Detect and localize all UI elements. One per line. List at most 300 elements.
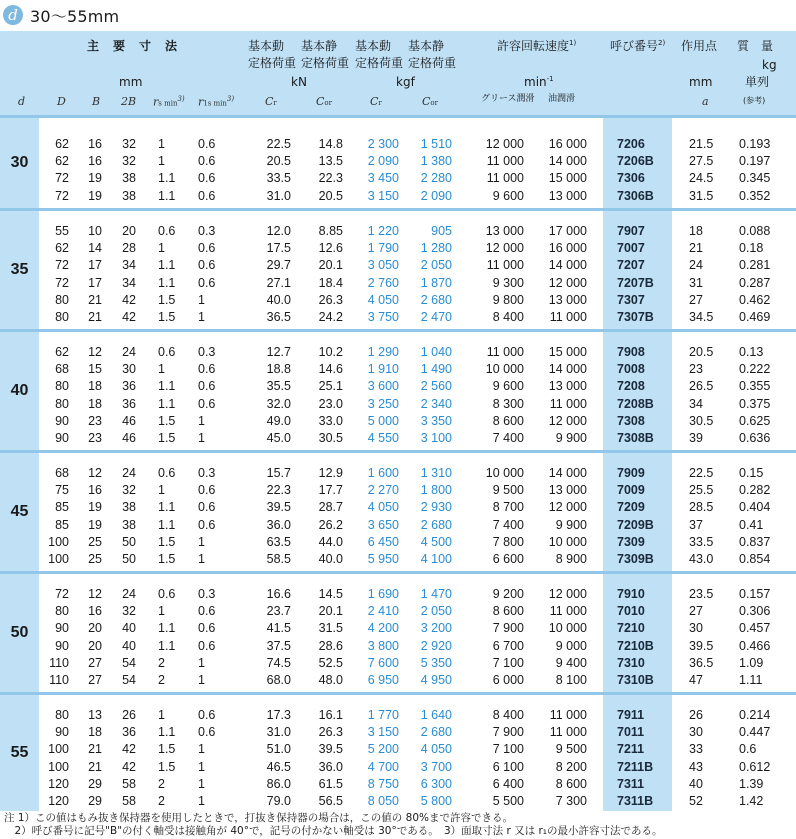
cell-load-point: 24 bbox=[689, 258, 703, 273]
cell-speed-grease: 9 300 bbox=[492, 275, 524, 290]
cell-chamfer-r: 1 bbox=[158, 362, 165, 377]
cell-load-point: 34 bbox=[689, 396, 703, 411]
cell-chamfer-r1: 0.6 bbox=[198, 362, 216, 377]
table-row bbox=[0, 361, 796, 378]
cell-speed-oil: 9 400 bbox=[555, 655, 587, 670]
footnotes bbox=[4, 812, 663, 838]
cell-chamfer-r: 1.1 bbox=[158, 171, 176, 186]
cell-dynamic-load-kgf: 4 050 bbox=[367, 500, 399, 515]
bore-group-label: 30 bbox=[0, 118, 39, 208]
cell-static-load-kN: 23.0 bbox=[318, 396, 343, 411]
cell-chamfer-r: 1.1 bbox=[158, 638, 176, 653]
cell-speed-oil: 10 000 bbox=[548, 534, 587, 549]
cell-width: 16 bbox=[88, 154, 102, 169]
cell-dynamic-load-kN: 12.7 bbox=[266, 345, 291, 359]
cell-dynamic-load-kN: 39.5 bbox=[266, 500, 291, 515]
cell-chamfer-r: 1 bbox=[158, 708, 165, 722]
table-row bbox=[0, 638, 796, 655]
cell-dynamic-load-kN: 29.7 bbox=[266, 258, 291, 273]
cell-static-load-kN: 25.1 bbox=[318, 379, 343, 394]
cell-dynamic-load-kgf: 1 600 bbox=[367, 466, 399, 480]
cell-speed-grease: 6 600 bbox=[492, 552, 524, 566]
cell-chamfer-r: 1.5 bbox=[158, 742, 176, 757]
cell-width: 23 bbox=[88, 413, 102, 428]
cell-static-load-kgf: 1 380 bbox=[420, 154, 452, 169]
cell-width: 19 bbox=[88, 517, 102, 532]
cell-chamfer-r: 1.1 bbox=[158, 379, 176, 394]
cell-static-load-kgf: 1 310 bbox=[420, 466, 452, 480]
cell-mass: 0.6 bbox=[739, 742, 757, 757]
cell-static-load-kgf: 2 680 bbox=[420, 292, 452, 307]
cell-speed-oil: 13 000 bbox=[548, 483, 587, 498]
cell-static-load-kN: 28.6 bbox=[318, 638, 343, 653]
cell-mass: 0.197 bbox=[739, 154, 771, 169]
cell-dynamic-load-kgf: 5 200 bbox=[367, 742, 399, 757]
cell-pair-width: 38 bbox=[122, 188, 136, 203]
cell-mass: 0.345 bbox=[739, 171, 771, 186]
cell-chamfer-r: 1.1 bbox=[158, 396, 176, 411]
cell-dynamic-load-kN: 35.5 bbox=[266, 379, 291, 394]
cell-chamfer-r1: 0.6 bbox=[198, 483, 216, 498]
cell-designation: 7307B bbox=[617, 310, 654, 324]
cell-static-load-kgf: 4 050 bbox=[420, 742, 452, 757]
table-row bbox=[0, 672, 796, 689]
cell-dynamic-load-kN: 86.0 bbox=[266, 776, 291, 791]
cell-load-point: 39 bbox=[689, 431, 703, 445]
cell-outer-diameter: 80 bbox=[55, 310, 69, 324]
cell-speed-oil: 9 900 bbox=[555, 517, 587, 532]
cell-designation: 7911 bbox=[617, 708, 645, 722]
cell-mass: 0.222 bbox=[739, 362, 771, 377]
cell-chamfer-r1: 1 bbox=[198, 534, 205, 549]
cell-mass: 0.214 bbox=[739, 708, 771, 722]
cell-designation: 7309 bbox=[617, 534, 645, 549]
cell-designation: 7209 bbox=[617, 500, 645, 515]
cell-outer-diameter: 80 bbox=[55, 292, 69, 307]
cell-load-point: 22.5 bbox=[689, 466, 714, 480]
header-reference: (参考) bbox=[743, 96, 766, 105]
cell-width: 18 bbox=[88, 725, 102, 740]
cell-pair-width: 42 bbox=[122, 310, 136, 324]
cell-speed-oil: 12 000 bbox=[548, 413, 587, 428]
table-row bbox=[0, 170, 796, 187]
table-row bbox=[0, 275, 796, 292]
table-row bbox=[0, 257, 796, 274]
cell-designation: 7307 bbox=[617, 292, 645, 307]
cell-load-point: 43.0 bbox=[689, 552, 714, 566]
cell-mass: 0.13 bbox=[739, 345, 764, 359]
cell-chamfer-r: 2 bbox=[158, 655, 165, 670]
cell-speed-oil: 11 000 bbox=[549, 310, 587, 324]
cell-chamfer-r: 1.1 bbox=[158, 725, 176, 740]
cell-outer-diameter: 72 bbox=[55, 587, 69, 601]
header-unit-kgf: kgf bbox=[396, 75, 415, 89]
cell-dynamic-load-kN: 49.0 bbox=[266, 413, 291, 428]
cell-mass: 0.193 bbox=[739, 137, 771, 151]
cell-speed-oil: 14 000 bbox=[548, 258, 587, 273]
cell-chamfer-r1: 0.6 bbox=[198, 500, 216, 515]
cell-designation: 7306B bbox=[617, 188, 654, 203]
cell-static-load-kN: 18.4 bbox=[318, 275, 343, 290]
cell-dynamic-load-kgf: 1 290 bbox=[367, 345, 399, 359]
cell-dynamic-load-kgf: 2 300 bbox=[367, 137, 399, 151]
cell-static-load-kN: 12.9 bbox=[318, 466, 343, 480]
table-row bbox=[0, 534, 796, 551]
cell-speed-grease: 7 100 bbox=[492, 655, 524, 670]
cell-outer-diameter: 62 bbox=[55, 137, 69, 151]
cell-load-point: 31.5 bbox=[689, 188, 714, 203]
cell-width: 20 bbox=[88, 621, 102, 636]
cell-load-point: 52 bbox=[689, 794, 703, 808]
header-basic-static: 基本静 bbox=[301, 39, 338, 53]
cell-speed-grease: 7 900 bbox=[492, 621, 524, 636]
cell-load-point: 34.5 bbox=[689, 310, 714, 324]
cell-designation: 7011 bbox=[617, 725, 645, 740]
cell-outer-diameter: 120 bbox=[48, 776, 69, 791]
cell-dynamic-load-kN: 31.0 bbox=[266, 725, 291, 740]
cell-static-load-kgf: 1 870 bbox=[420, 275, 452, 290]
cell-speed-grease: 7 400 bbox=[492, 517, 524, 532]
cell-designation: 7208 bbox=[617, 379, 645, 394]
header-symbol-B: B bbox=[92, 95, 101, 108]
cell-dynamic-load-kgf: 3 050 bbox=[367, 258, 399, 273]
table-row bbox=[0, 793, 796, 810]
cell-speed-grease: 8 400 bbox=[492, 310, 524, 324]
cell-designation: 7910 bbox=[617, 587, 645, 601]
cell-chamfer-r1: 1 bbox=[198, 292, 205, 307]
cell-dynamic-load-kN: 17.3 bbox=[266, 708, 291, 722]
cell-mass: 0.469 bbox=[739, 310, 771, 324]
cell-dynamic-load-kN: 22.3 bbox=[266, 483, 291, 498]
cell-pair-width: 32 bbox=[122, 137, 136, 151]
table-row bbox=[0, 378, 796, 395]
cell-dynamic-load-kgf: 3 650 bbox=[367, 517, 399, 532]
cell-outer-diameter: 90 bbox=[55, 621, 69, 636]
cell-width: 23 bbox=[88, 431, 102, 445]
cell-speed-grease: 6 400 bbox=[492, 776, 524, 791]
cell-pair-width: 28 bbox=[122, 241, 136, 256]
cell-static-load-kN: 26.2 bbox=[318, 517, 343, 532]
table-row bbox=[0, 499, 796, 516]
table-row bbox=[0, 309, 796, 326]
cell-pair-width: 54 bbox=[122, 673, 136, 687]
cell-chamfer-r1: 0.3 bbox=[198, 224, 216, 238]
cell-static-load-kgf: 2 280 bbox=[420, 171, 452, 186]
cell-static-load-kgf: 2 920 bbox=[420, 638, 452, 653]
cell-static-load-kN: 48.0 bbox=[318, 673, 343, 687]
header-mass: 質 量 bbox=[737, 39, 774, 53]
table-row bbox=[0, 344, 796, 361]
cell-mass: 0.625 bbox=[739, 413, 771, 428]
cell-load-point: 27 bbox=[689, 604, 703, 619]
cell-speed-oil: 8 900 bbox=[555, 552, 587, 566]
cell-width: 19 bbox=[88, 500, 102, 515]
cell-mass: 0.457 bbox=[739, 621, 771, 636]
cell-outer-diameter: 55 bbox=[55, 224, 69, 238]
cell-speed-grease: 11 000 bbox=[486, 345, 524, 359]
cell-dynamic-load-kgf: 3 150 bbox=[367, 725, 399, 740]
cell-pair-width: 36 bbox=[122, 379, 136, 394]
header-dynamic-rated-load: 定格荷重 bbox=[248, 56, 297, 70]
cell-outer-diameter: 100 bbox=[48, 552, 69, 566]
cell-dynamic-load-kN: 51.0 bbox=[266, 742, 291, 757]
cell-speed-oil: 8 200 bbox=[555, 759, 587, 774]
cell-width: 13 bbox=[88, 708, 102, 722]
cell-chamfer-r1: 0.6 bbox=[198, 604, 216, 619]
cell-dynamic-load-kN: 46.5 bbox=[266, 759, 291, 774]
cell-chamfer-r1: 1 bbox=[198, 431, 205, 445]
header-unit-min: $\min^{-1}$ bbox=[524, 75, 554, 89]
cell-static-load-kgf: 1 470 bbox=[420, 587, 452, 601]
table-row bbox=[0, 396, 796, 413]
cell-load-point: 23.5 bbox=[689, 587, 714, 601]
group-separator bbox=[0, 329, 796, 332]
cell-speed-grease: 9 600 bbox=[492, 379, 524, 394]
cell-chamfer-r1: 0.6 bbox=[198, 379, 216, 394]
cell-chamfer-r: 1.5 bbox=[158, 413, 176, 428]
header-symbol-Cr-kN: Cr bbox=[265, 95, 277, 108]
table-row bbox=[0, 620, 796, 637]
cell-mass: 0.287 bbox=[739, 275, 771, 290]
cell-designation: 7211 bbox=[617, 742, 645, 757]
table-row bbox=[0, 482, 796, 499]
cell-speed-oil: 13 000 bbox=[548, 188, 587, 203]
cell-mass: 0.636 bbox=[739, 431, 771, 445]
cell-load-point: 36.5 bbox=[689, 655, 714, 670]
bore-diameter-symbol: d bbox=[3, 5, 23, 25]
cell-width: 15 bbox=[88, 362, 102, 377]
cell-pair-width: 50 bbox=[122, 534, 136, 549]
table-row bbox=[0, 759, 796, 776]
cell-chamfer-r: 0.6 bbox=[158, 466, 176, 480]
cell-speed-grease: 11 000 bbox=[486, 258, 524, 273]
cell-dynamic-load-kgf: 1 790 bbox=[367, 241, 399, 256]
cell-speed-grease: 10 000 bbox=[485, 362, 524, 377]
cell-chamfer-r1: 0.6 bbox=[198, 258, 216, 273]
cell-chamfer-r: 1 bbox=[158, 483, 165, 498]
cell-dynamic-load-kN: 36.5 bbox=[266, 310, 291, 324]
cell-pair-width: 32 bbox=[122, 154, 136, 169]
cell-static-load-kgf: 2 680 bbox=[420, 517, 452, 532]
cell-static-load-kgf: 2 930 bbox=[420, 500, 452, 515]
cell-outer-diameter: 80 bbox=[55, 379, 69, 394]
cell-chamfer-r: 1.1 bbox=[158, 621, 176, 636]
cell-speed-oil: 12 000 bbox=[548, 587, 587, 601]
cell-chamfer-r1: 0.6 bbox=[198, 396, 216, 411]
cell-speed-grease: 6 700 bbox=[492, 638, 524, 653]
cell-pair-width: 46 bbox=[122, 413, 136, 428]
cell-mass: 0.466 bbox=[739, 638, 771, 653]
cell-dynamic-load-kN: 74.5 bbox=[266, 655, 291, 670]
cell-speed-oil: 11 000 bbox=[549, 604, 587, 619]
cell-dynamic-load-kgf: 3 250 bbox=[367, 396, 399, 411]
cell-static-load-kN: 26.3 bbox=[318, 725, 343, 740]
cell-dynamic-load-kN: 33.5 bbox=[266, 171, 291, 186]
cell-chamfer-r1: 0.6 bbox=[198, 517, 216, 532]
cell-static-load-kN: 56.5 bbox=[318, 794, 343, 808]
cell-pair-width: 36 bbox=[122, 725, 136, 740]
header-symbol-D: D bbox=[57, 95, 66, 108]
cell-static-load-kgf: 2 090 bbox=[420, 188, 452, 203]
cell-chamfer-r1: 0.6 bbox=[198, 621, 216, 636]
cell-chamfer-r: 1.1 bbox=[158, 188, 176, 203]
cell-static-load-kgf: 4 950 bbox=[420, 673, 452, 687]
cell-outer-diameter: 90 bbox=[55, 725, 69, 740]
bore-group-label: 55 bbox=[0, 695, 39, 811]
cell-static-load-kN: 28.7 bbox=[318, 500, 343, 515]
cell-load-point: 26 bbox=[689, 708, 703, 722]
cell-static-load-kN: 30.5 bbox=[318, 431, 343, 445]
cell-designation: 7308B bbox=[617, 431, 654, 445]
cell-static-load-kgf: 2 050 bbox=[420, 258, 452, 273]
cell-dynamic-load-kgf: 5 950 bbox=[367, 552, 399, 566]
bore-group-label: 45 bbox=[0, 453, 39, 571]
cell-speed-grease: 8 400 bbox=[492, 708, 524, 722]
cell-pair-width: 26 bbox=[122, 708, 136, 722]
cell-static-load-kgf: 3 100 bbox=[420, 431, 452, 445]
cell-pair-width: 24 bbox=[122, 345, 136, 359]
cell-speed-oil: 7 300 bbox=[555, 794, 587, 808]
cell-mass: 1.42 bbox=[739, 794, 764, 808]
cell-chamfer-r1: 1 bbox=[198, 310, 205, 324]
cell-dynamic-load-kgf: 4 700 bbox=[367, 759, 399, 774]
cell-dynamic-load-kN: 27.1 bbox=[266, 275, 291, 290]
cell-outer-diameter: 85 bbox=[55, 500, 69, 515]
cell-mass: 0.306 bbox=[739, 604, 771, 619]
cell-designation: 7210 bbox=[617, 621, 645, 636]
cell-speed-oil: 9 000 bbox=[555, 638, 587, 653]
cell-width: 21 bbox=[88, 310, 102, 324]
cell-chamfer-r1: 0.6 bbox=[198, 154, 216, 169]
header-symbol-Cor-kN: Cor bbox=[316, 95, 332, 108]
cell-static-load-kgf: 5 350 bbox=[420, 655, 452, 670]
cell-speed-grease: 7 400 bbox=[492, 431, 524, 445]
cell-mass: 1.39 bbox=[739, 776, 764, 791]
cell-chamfer-r1: 1 bbox=[198, 776, 205, 791]
cell-load-point: 39.5 bbox=[689, 638, 714, 653]
cell-dynamic-load-kgf: 5 000 bbox=[367, 413, 399, 428]
cell-dynamic-load-kgf: 3 800 bbox=[367, 638, 399, 653]
cell-pair-width: 38 bbox=[122, 500, 136, 515]
cell-dynamic-load-kN: 37.5 bbox=[266, 638, 291, 653]
bore-group-label: 35 bbox=[0, 211, 39, 329]
table-header bbox=[0, 31, 796, 115]
cell-dynamic-load-kgf: 3 600 bbox=[367, 379, 399, 394]
cell-speed-grease: 11 000 bbox=[486, 171, 524, 186]
header-static-rated-load: 定格荷重 bbox=[301, 56, 350, 70]
cell-speed-grease: 12 000 bbox=[485, 137, 524, 151]
table-row bbox=[0, 223, 796, 240]
cell-speed-grease: 10 000 bbox=[485, 466, 524, 480]
cell-designation: 7007 bbox=[617, 241, 645, 256]
cell-pair-width: 36 bbox=[122, 396, 136, 411]
header-symbol-Cr-kgf: Cr bbox=[370, 95, 382, 108]
cell-mass: 0.837 bbox=[739, 534, 771, 549]
group-separator bbox=[0, 571, 796, 574]
cell-dynamic-load-kgf: 7 600 bbox=[367, 655, 399, 670]
cell-speed-oil: 10 000 bbox=[548, 621, 587, 636]
cell-designation: 7309B bbox=[617, 552, 654, 566]
table-row bbox=[0, 430, 796, 447]
cell-static-load-kN: 10.2 bbox=[318, 345, 343, 359]
cell-pair-width: 46 bbox=[122, 431, 136, 445]
header-symbol-rs-min: rs $\min^{3)}$ bbox=[153, 95, 185, 109]
table-row bbox=[0, 517, 796, 534]
cell-chamfer-r: 2 bbox=[158, 794, 165, 808]
cell-pair-width: 42 bbox=[122, 292, 136, 307]
cell-outer-diameter: 80 bbox=[55, 708, 69, 722]
cell-speed-oil: 12 000 bbox=[548, 275, 587, 290]
cell-chamfer-r: 1 bbox=[158, 154, 165, 169]
cell-designation: 7909 bbox=[617, 466, 645, 480]
cell-dynamic-load-kN: 58.5 bbox=[266, 552, 291, 566]
cell-chamfer-r: 2 bbox=[158, 776, 165, 791]
cell-static-load-kgf: 3 350 bbox=[420, 413, 452, 428]
footnote-2-3: 2）呼び番号に記号"B"の付く軸受は接触角が 40°で，記号の付かない軸受は 30°である。 3）面取寸法 r 又は r₁の最小許容寸法である。 bbox=[4, 825, 663, 837]
cell-load-point: 30 bbox=[689, 621, 703, 636]
cell-dynamic-load-kgf: 3 150 bbox=[367, 188, 399, 203]
cell-width: 12 bbox=[88, 587, 102, 601]
cell-static-load-kN: 61.5 bbox=[318, 776, 343, 791]
cell-static-load-kgf: 3 200 bbox=[420, 621, 452, 636]
cell-outer-diameter: 120 bbox=[48, 794, 69, 808]
cell-chamfer-r1: 0.3 bbox=[198, 345, 216, 359]
cell-pair-width: 42 bbox=[122, 742, 136, 757]
cell-static-load-kN: 14.5 bbox=[318, 587, 343, 601]
cell-speed-grease: 9 800 bbox=[492, 292, 524, 307]
cell-static-load-kgf: 1 490 bbox=[420, 362, 452, 377]
cell-designation: 7907 bbox=[617, 224, 645, 238]
cell-dynamic-load-kgf: 6 450 bbox=[367, 534, 399, 549]
cell-mass: 0.404 bbox=[739, 500, 771, 515]
cell-dynamic-load-kN: 41.5 bbox=[266, 621, 291, 636]
cell-chamfer-r1: 0.6 bbox=[198, 275, 216, 290]
cell-designation: 7306 bbox=[617, 171, 645, 186]
cell-mass: 0.612 bbox=[739, 759, 771, 774]
cell-chamfer-r1: 1 bbox=[198, 794, 205, 808]
cell-speed-grease: 8 300 bbox=[492, 396, 524, 411]
cell-chamfer-r1: 1 bbox=[198, 552, 205, 566]
table-row bbox=[0, 724, 796, 741]
cell-chamfer-r1: 0.6 bbox=[198, 188, 216, 203]
cell-static-load-kN: 17.7 bbox=[318, 483, 343, 498]
cell-chamfer-r: 2 bbox=[158, 673, 165, 687]
cell-speed-grease: 7 800 bbox=[492, 534, 524, 549]
cell-designation: 7206 bbox=[617, 137, 645, 151]
cell-width: 21 bbox=[88, 742, 102, 757]
cell-static-load-kgf: 1 510 bbox=[420, 137, 452, 151]
cell-outer-diameter: 100 bbox=[48, 742, 69, 757]
header-unit-mm: mm bbox=[119, 75, 143, 89]
cell-static-load-kgf: 1 040 bbox=[420, 345, 452, 359]
cell-width: 18 bbox=[88, 379, 102, 394]
cell-pair-width: 24 bbox=[122, 587, 136, 601]
cell-designation: 7308 bbox=[617, 413, 645, 428]
cell-outer-diameter: 90 bbox=[55, 638, 69, 653]
cell-load-point: 25.5 bbox=[689, 483, 714, 498]
cell-chamfer-r1: 0.6 bbox=[198, 241, 216, 256]
cell-load-point: 18 bbox=[689, 224, 703, 238]
cell-designation: 7311B bbox=[617, 794, 654, 808]
cell-static-load-kgf: 2 340 bbox=[420, 396, 452, 411]
cell-dynamic-load-kN: 79.0 bbox=[266, 794, 291, 808]
cell-static-load-kN: 16.1 bbox=[318, 708, 343, 722]
header-basic-dynamic: 基本動 bbox=[248, 39, 285, 53]
cell-speed-oil: 17 000 bbox=[548, 224, 587, 238]
table-row bbox=[0, 240, 796, 257]
cell-width: 12 bbox=[88, 345, 102, 359]
cell-speed-oil: 11 000 bbox=[549, 725, 587, 740]
